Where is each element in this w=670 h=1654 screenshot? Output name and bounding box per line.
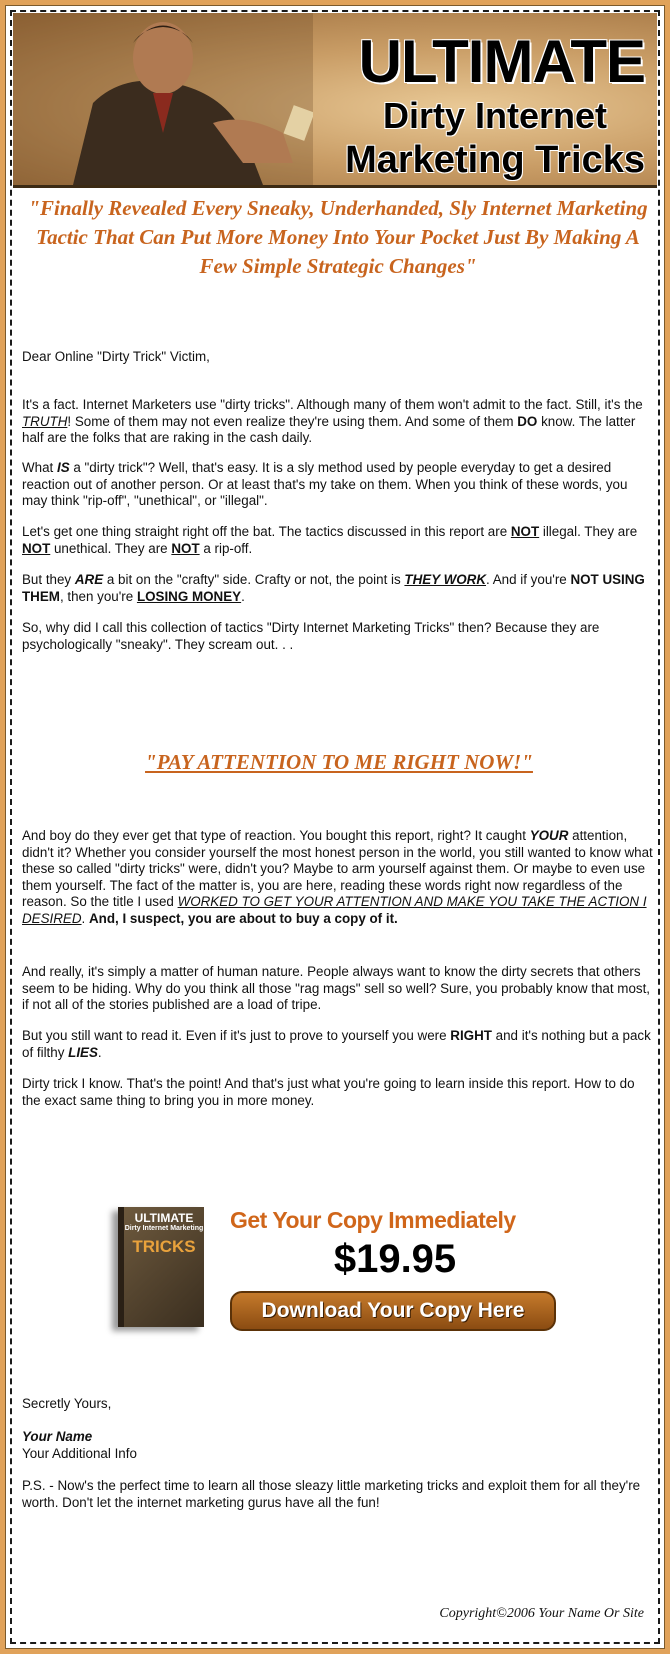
download-button[interactable]: Download Your Copy Here	[230, 1291, 556, 1331]
paragraph-4: But they ARE a bit on the "crafty" side. Crafty or not, the point is THEY WORK. And if you're NOT USING THEM, then you're LOSING MONEY.	[22, 572, 645, 604]
truth-emphasis: TRUTH	[22, 413, 68, 429]
paragraph-8: But you still want to read it. Even if it's just to prove to yourself you were RIGHT and it's nothing but a pack of filthy LIES.	[22, 1028, 651, 1060]
paragraph-5: So, why did I call this collection of tactics "Dirty Internet Marketing Tricks" then? Because they are psychologically "sneaky". They scream out. . .	[22, 620, 600, 652]
title-line-3: Marketing Tricks	[345, 139, 645, 181]
copyright: Copyright©2006 Your Name Or Site	[439, 1606, 644, 1621]
paragraph-2: What IS a "dirty trick"? Well, that's easy. It is a sly method used by people everyday to get a desired reaction out of another person. Or at least that's my take on them. When you think of these words, you may think "rip-off", "unethical", or "illegal".	[22, 460, 628, 508]
signoff: Secretly Yours,	[22, 1396, 112, 1411]
additional-info: Your Additional Info	[22, 1446, 137, 1461]
paragraph-7: And really, it's simply a matter of human nature. People always want to know the dirty secrets that others seem to be hiding. Why do you think all those "rag mags" sell so well? Sure, you probably know that most, if not all of the stories published are a load of tripe.	[22, 964, 651, 1012]
title-line-2: Dirty Internet	[382, 95, 607, 136]
sub-headline: "PAY ATTENTION TO ME RIGHT NOW!"	[145, 750, 533, 774]
page-frame	[5, 5, 665, 1649]
price: $19.95	[333, 1237, 457, 1281]
header-banner	[13, 13, 657, 188]
postscript: P.S. - Now's the perfect time to learn all those sleazy little marketing tricks and exploit them for all they're worth. Don't let the internet marketing gurus have all the fun!	[22, 1478, 641, 1510]
paragraph-3: Let's get one thing straight right off the bat. The tactics discussed in this report are NOT illegal. They are NOT unethical. They are NOT a rip-off.	[22, 524, 638, 556]
main-headline: "Finally Revealed Every Sneaky, Underhanded, Sly Internet Marketing Tactic That Can Put More Money Into Your Pocket Just By Making A Few Simple Strategic Changes"	[28, 196, 648, 278]
buy-box	[106, 1201, 576, 1341]
get-copy-heading: Get Your Copy Immediately	[230, 1207, 516, 1233]
paragraph-6: And boy do they ever get that type of reaction. You bought this report, right? It caught YOUR attention, didn't it? Whether you consider yourself the most honest person in the world, you still wanted to know what these so called "dirty tricks" were, didn't you? Maybe to arm yourself against them. Or maybe to even use them yourself. The fact of the matter is, you are here, reading these words right now regardless of the reason. So the title I used WORKED TO GET YOUR ATTENTION AND MAKE YOU TAKE THE ACTION I DESIRED. And, I suspect, you are about to buy a copy of it.	[22, 828, 653, 926]
paragraph-1: It's a fact. Internet Marketers use "dirty tricks". Although many of them won't admit to the fact. Still, it's the TRUTH! Some of them may not even realize they're using them. And some of them DO know. The latter half are the folks that are raking in the cash daily.	[22, 397, 643, 445]
greeting: Dear Online "Dirty Trick" Victim,	[22, 349, 210, 364]
businessman-image	[13, 13, 313, 185]
title-line-1: ULTIMATE	[358, 28, 645, 95]
your-name: Your Name	[22, 1429, 93, 1444]
paragraph-9: Dirty trick I know. That's the point! And that's just what you're going to learn inside this report. How to do the exact same thing to bring you in more money.	[22, 1076, 635, 1108]
ebook-cover-image: ULTIMATE Dirty Internet Marketing TRICKS	[118, 1207, 204, 1327]
